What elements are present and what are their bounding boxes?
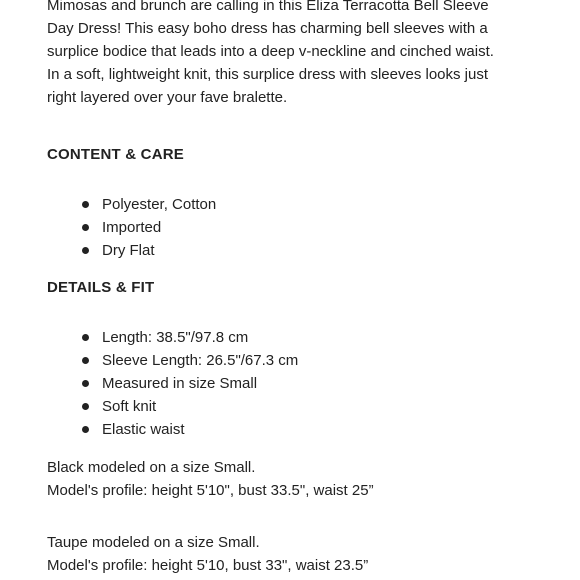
list-item bbox=[80, 216, 216, 239]
bullet-icon bbox=[82, 380, 89, 387]
list-item-text: Imported bbox=[102, 219, 162, 236]
list-item-text: Polyester, Cotton bbox=[102, 196, 217, 213]
content-care-list bbox=[80, 193, 216, 262]
description-line: Day Dress! This easy boho dress has charming bell sleeves with a bbox=[47, 20, 488, 37]
list-item-text: Soft knit bbox=[102, 398, 157, 415]
description-line: Mimosas and brunch are calling in this Eliza Terracotta Bell Sleeve bbox=[47, 0, 489, 14]
model-profile-line: Model's profile: height 5'10, bust 33", waist 23.5” bbox=[47, 557, 369, 574]
list-item bbox=[80, 395, 298, 418]
model-size-line: Black modeled on a size Small. bbox=[47, 459, 256, 476]
list-item bbox=[80, 239, 216, 262]
model-profile-line: Model's profile: height 5'10", bust 33.5", waist 25” bbox=[47, 482, 374, 499]
list-item bbox=[80, 349, 298, 372]
description-line: surplice bodice that leads into a deep v-neckline and cinched waist. bbox=[47, 43, 494, 60]
bullet-icon bbox=[82, 426, 89, 433]
bullet-icon bbox=[82, 224, 89, 231]
bullet-icon bbox=[82, 357, 89, 364]
list-item-text: Sleeve Length: 26.5"/67.3 cm bbox=[102, 352, 299, 369]
list-item-text: Length: 38.5"/97.8 cm bbox=[102, 329, 249, 346]
list-item-text: Measured in size Small bbox=[102, 375, 258, 392]
details-fit-list bbox=[80, 326, 298, 441]
description-line: In a soft, lightweight knit, this surplice dress with sleeves looks just bbox=[47, 66, 489, 83]
content-care-heading: CONTENT & CARE bbox=[47, 146, 184, 163]
list-item-text: Elastic waist bbox=[102, 421, 185, 438]
list-item bbox=[80, 418, 298, 441]
list-item bbox=[80, 193, 216, 216]
bullet-icon bbox=[82, 403, 89, 410]
bullet-icon bbox=[82, 334, 89, 341]
taupe-model-note bbox=[47, 531, 368, 577]
description-line: right layered over your fave bralette. bbox=[47, 89, 288, 106]
black-model-note bbox=[47, 456, 374, 502]
list-item bbox=[80, 326, 298, 349]
bullet-icon bbox=[82, 201, 89, 208]
details-fit-heading: DETAILS & FIT bbox=[47, 279, 155, 296]
product-description bbox=[47, 0, 547, 109]
list-item bbox=[80, 372, 298, 395]
bullet-icon bbox=[82, 247, 89, 254]
list-item-text: Dry Flat bbox=[102, 242, 155, 259]
model-size-line: Taupe modeled on a size Small. bbox=[47, 534, 260, 551]
